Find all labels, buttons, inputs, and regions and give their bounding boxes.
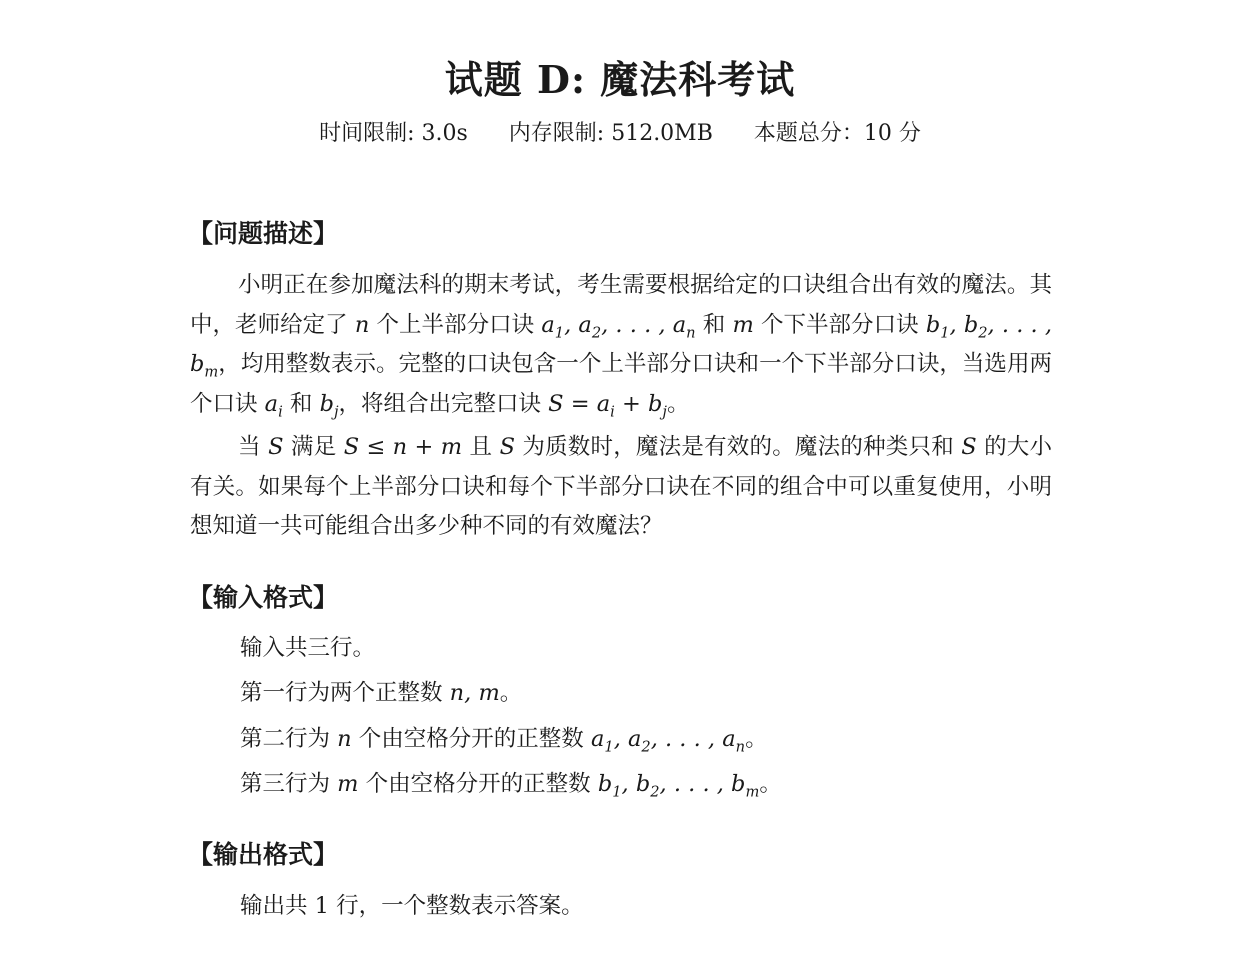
text: 且 (462, 434, 500, 460)
text: 的大小有关。如果每个上半部分口诀和每个下半部分口诀在不同的组合中可以重复使用，小明想知道一共可能组合出多少种不同的有效魔法？ (190, 434, 1053, 539)
text: 第三行为 (240, 771, 338, 797)
sub: 2 (978, 324, 988, 341)
text: 个上半部分口诀 (369, 311, 542, 338)
sym: , b (621, 771, 651, 797)
sym: b (925, 311, 941, 338)
sub: 1 (554, 324, 565, 341)
sym: b (597, 771, 613, 797)
problem-title: 试题 D: 魔法科考试 (444, 57, 796, 102)
var-s: S (499, 434, 515, 460)
time-limit: 时间限制: 3.0s (319, 121, 468, 146)
var-s: S (268, 434, 284, 460)
input-line-3 (240, 721, 768, 757)
sub: n (686, 324, 696, 341)
text: 。 (745, 726, 768, 752)
sub: i (278, 403, 283, 420)
sym: , . . . , b (190, 311, 1053, 377)
sub: 2 (641, 738, 651, 756)
sub: 1 (612, 783, 622, 801)
sym: a (590, 726, 605, 752)
text: 。 (666, 390, 690, 417)
seq-a (590, 726, 746, 756)
var-m: m (732, 311, 754, 338)
text: 为质数时，魔法是有效的。魔法的种类只和 (514, 434, 962, 460)
text: 。 (759, 771, 782, 797)
var-s: S (961, 434, 977, 460)
text: ，均用整数表示。完整的口诀包含一个上半部分口诀和一个下半部分口诀，当选用两个口诀 (190, 351, 1052, 417)
sub: j (662, 403, 667, 420)
sym: S = a (548, 390, 611, 417)
var-nm: n, m (449, 680, 500, 706)
sub: i (610, 403, 615, 420)
memory-limit: 内存限制: 512.0MB (508, 121, 713, 146)
sym: , . . . , b (659, 771, 746, 797)
condition: S ≤ n + m (343, 434, 463, 460)
text: 小明正在参加魔法科的期末考试，考生需要根据给定的口诀组合出有效的魔法。其中，老师给定了 (190, 272, 1052, 338)
sym: + b (614, 390, 663, 417)
text: 个由空格分开的正整数 (358, 771, 598, 797)
input-line-4 (240, 766, 782, 802)
text: 和 (695, 311, 733, 338)
sub: 2 (650, 783, 660, 801)
sym: b (319, 390, 334, 417)
output-heading: 【输出格式】 (188, 840, 339, 869)
description-heading: 【问题描述】 (188, 219, 339, 248)
input-heading: 【输入格式】 (188, 583, 339, 612)
text: 当 (238, 434, 269, 460)
seq-b (597, 771, 760, 801)
sym: , . . . , a (601, 311, 687, 338)
formula-s (548, 390, 667, 420)
sub: 1 (604, 738, 614, 756)
text: ，将组合出完整口诀 (338, 390, 549, 417)
var-bj (319, 390, 339, 420)
text: 第一行为两个正整数 (240, 680, 450, 706)
problem-limits (0, 116, 1240, 152)
seq-a (541, 311, 696, 341)
sym: , b (949, 311, 979, 338)
sub: m (204, 363, 219, 381)
text: 个由空格分开的正整数 (351, 726, 591, 752)
sym: , a (613, 726, 642, 752)
description-paragraph-1 (190, 266, 1052, 424)
input-line-2 (240, 675, 522, 711)
sym: , . . . , a (650, 726, 736, 752)
sub: 1 (940, 324, 950, 341)
var-ai (264, 390, 283, 420)
sub: n (735, 738, 746, 756)
output-line-1: 输出共 1 行，一个整数表示答案。 (240, 893, 584, 919)
description-paragraph-2 (190, 428, 1052, 547)
total-score: 本题总分：10 分 (753, 121, 921, 146)
var-n: n (337, 726, 352, 752)
text: 和 (282, 390, 320, 417)
var-n: n (354, 311, 370, 338)
text: 满足 (283, 434, 344, 460)
var-m: m (337, 771, 359, 797)
sub: 2 (591, 324, 602, 341)
sym: , a (564, 311, 592, 338)
text: 第二行为 (240, 726, 338, 752)
sub: j (333, 403, 339, 420)
input-line-1: 输入共三行。 (240, 635, 376, 661)
text: 。 (499, 680, 523, 706)
text: 个下半部分口诀 (753, 311, 926, 338)
sym: a (541, 311, 555, 338)
sym: a (264, 390, 279, 417)
sub: m (745, 783, 760, 801)
